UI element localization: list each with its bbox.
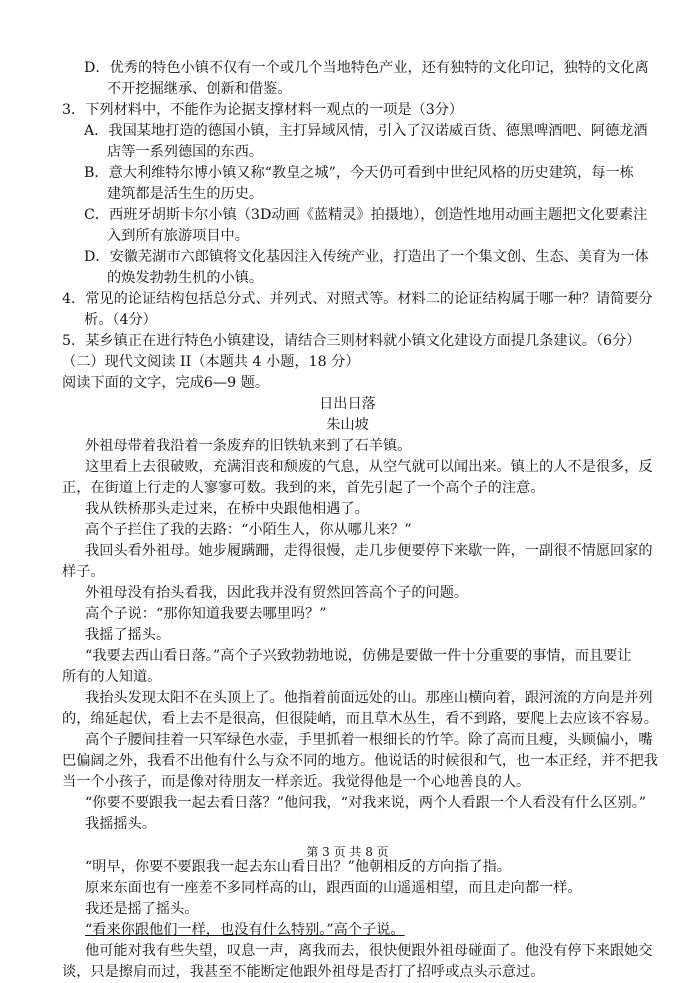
story-paragraph-18-line2: 谈，只是擦肩而过，我甚至不能断定他跟外祖母是否打了招呼或点头示意过。 [62, 964, 545, 980]
story-paragraph-16: 我还是摇了摇头。 [85, 901, 199, 917]
q4-line1: 4．常见的论证结构包括总分式、并列式、对照式等。材料二的论证结构属于哪一种？请简要分 [62, 291, 653, 307]
story-paragraph-2-line2: 正，在街道上行走的人寥寥可数。我到的来，首先引起了一个高个子的注意。 [62, 480, 545, 496]
story-paragraph-15: 原来东面也有一座差不多同样高的山，跟西面的山遥遥相望，而且走向都一样。 [85, 880, 582, 896]
q2-option-d-line2: 不开挖掘继承、创新和借鉴。 [107, 81, 292, 97]
story-paragraph-5-line2: 样子。 [62, 564, 105, 580]
story-paragraph-1: 外祖母带着我沿着一条废弃的旧铁轨来到了石羊镇。 [85, 438, 412, 454]
q3-option-d-line1: D．安徽芜湖市六郎镇将文化基因注入传统产业，打造出了一个集文创、生态、美育为一体 [84, 249, 649, 265]
story-paragraph-6: 外祖母没有抬头看我，因此我并没有贸然回答高个子的问题。 [85, 585, 469, 601]
q3-option-b-line2: 建筑都是活生生的历史。 [107, 186, 264, 202]
story-paragraph-13: 我摇摇头。 [85, 816, 156, 832]
q3-option-b-line1: B．意大利维特尔博小镇又称“教皇之城”，今天仍可看到中世纪风格的历史建筑，每一栋 [84, 165, 634, 181]
story-paragraph-10-line1: 我抬头发现太阳不在头顶上了。他指着前面远处的山。那座山横向着，跟河流的方向是并列 [85, 690, 653, 706]
story-paragraph-11-line3: 当一个小孩子，而是像对待朋友一样亲近。我觉得他是一个心地善良的人。 [62, 774, 531, 790]
story-paragraph-17: “看来你跟他们一样，也没有什么特别。”高个子说。 [85, 922, 405, 938]
q3-option-a-line2: 店等一系列德国的东西。 [107, 144, 264, 160]
q3-option-d-line2: 的焕发勃勃生机的小镇。 [107, 270, 264, 286]
q5-line1: 5．某乡镇正在进行特色小镇建设，请结合三则材料就小镇文化建设方面提几条建议。（6分） [62, 333, 641, 349]
q3-option-a-line1: A．我国某地打造的德国小镇，主打异域风情，引入了汉诺威百货、德黑啤酒吧、阿德龙酒 [84, 123, 648, 139]
story-paragraph-10-line2: 的，绵延起伏，看上去不是很高，但很陡峭，而且草木丛生，看不到路，要爬上去应该不容易。 [62, 711, 658, 727]
story-paragraph-11-line2: 巴偏阔之外，我看不出他有什么与众不同的地方。他说话的时候很和气，也一本正经，并不把我 [62, 753, 658, 769]
story-paragraph-2-line1: 这里看上去很破败，充满泪丧和颓废的气息，从空气就可以闻出来。镇上的人不是很多，反 [85, 459, 653, 475]
story-paragraph-12: “你要不要跟我一起去看日落？”他问我，“对我来说，两个人看跟一个人看没有什么区别。” [85, 795, 647, 811]
story-title: 日出日落 [319, 396, 376, 412]
story-paragraph-9-line1: “我要去西山看日落。”高个子兴致勃勃地说，仿佛是要做一件十分重要的事情，而且要让 [85, 648, 632, 664]
page-footer: 第 3 页 共 8 页 [306, 845, 389, 859]
section2-instruction: 阅读下面的文字，完成6—9 题。 [62, 375, 270, 391]
story-paragraph-14: “明早，你要不要跟我一起去东山看日出？”他朝相反的方向指了指。 [85, 859, 511, 875]
story-paragraph-18-line1: 他可能对我有些失望，叹息一声，离我而去，很快便跟外祖母碰面了。他没有停下来跟她交 [85, 943, 653, 959]
q3-option-c-line2: 入到所有旅游项目中。 [107, 228, 249, 244]
story-paragraph-4: 高个子拦住了我的去路：“小陌生人，你从哪儿来？” [85, 522, 412, 538]
story-paragraph-5-line1: 我回头看外祖母。她步履蹒跚，走得很慢，走几步便要停下来歇一阵，一副很不情愿回家的 [85, 543, 653, 559]
story-paragraph-3: 我从铁桥那头走过来，在桥中央跟他相遇了。 [85, 501, 369, 517]
q3-stem: 3．下列材料中，不能作为论据支撑材料一观点的一项是（3分） [62, 102, 464, 118]
q2-option-d-line1: D．优秀的特色小镇不仅有一个或几个当地特色产业，还有独特的文化印记，独特的文化离 [84, 60, 649, 76]
story-paragraph-9-line2: 所有的人知道。 [62, 669, 162, 685]
section2-heading: （二）现代文阅读 II（本题共 4 小题，18 分） [62, 354, 360, 370]
q4-line2: 析。（4分） [84, 312, 157, 328]
story-author: 朱山坡 [326, 417, 369, 433]
story-paragraph-11-line1: 高个子腰间挂着一只军绿色水壶，手里抓着一根细长的竹竿。除了高而且瘦，头顾偏小，嘴 [85, 732, 653, 748]
q3-option-c-line1: C．西班牙胡斯卡尔小镇（3D动画《蓝精灵》拍摄地），创造性地用动画主题把文化要素注 [84, 207, 648, 223]
story-paragraph-7: 高个子说：“那你知道我要去哪里吗？” [85, 606, 327, 622]
story-paragraph-8: 我摇了摇头。 [85, 627, 171, 643]
